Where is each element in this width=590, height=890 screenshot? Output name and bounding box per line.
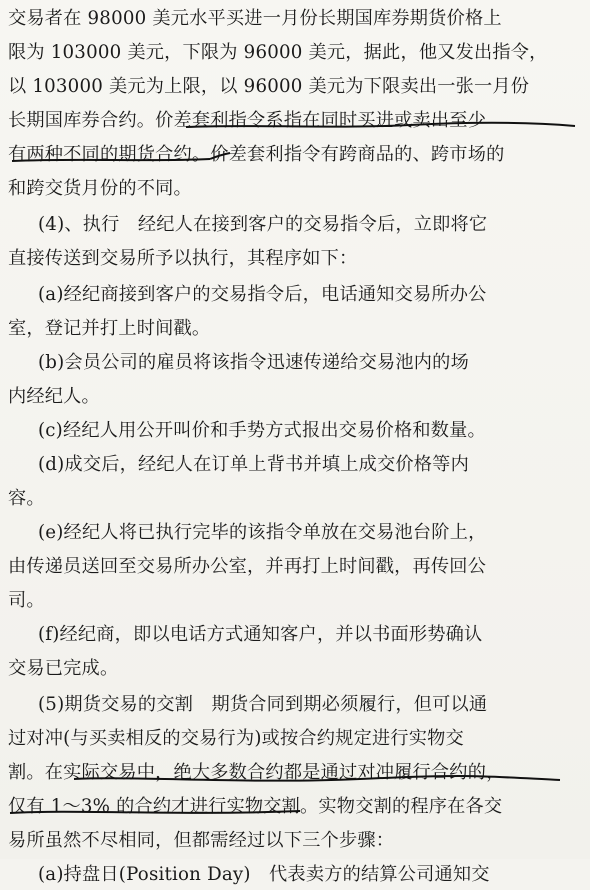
text-line-8: 直接传送到交易所予以执行，其程序如下：	[8, 248, 358, 269]
text-line-7: (4)、执行 经纪人在接到客户的交易指令后，立即将它	[38, 214, 488, 235]
text-line-13: (c)经纪人用公开叫价和手势方式报出交易价格和数量。	[38, 420, 486, 441]
text-line-4: 长期国库券合约。价差套利指令系指在同时买进或卖出至少	[8, 110, 487, 131]
text-line-24: 仅有 1～3% 的合约才进行实物交割。实物交割的程序在各交	[8, 796, 503, 817]
text-line-3: 以 103000 美元为上限，以 96000 美元为下限卖出一张一月份	[8, 76, 530, 97]
text-line-1: 交易者在 98000 美元水平买进一月份长期国库券期货价格上	[8, 8, 502, 29]
text-line-11: (b)会员公司的雇员将该指令迅速传递给交易池内的场	[38, 352, 469, 373]
text-line-10: 室，登记并打上时间戳。	[8, 318, 211, 339]
text-line-22: 过对冲(与买卖相反的交易行为)或按合约规定进行实物交	[8, 728, 464, 749]
text-line-6: 和跨交货月份的不同。	[8, 178, 192, 199]
text-line-5: 有两种不同的期货合约。价差套利指令有跨商品的、跨市场的	[8, 144, 505, 165]
text-line-25: 易所虽然不尽相同，但都需经过以下三个步骤：	[8, 830, 395, 851]
text-line-19: (f)经纪商，即以电话方式通知客户，并以书面形势确认	[38, 624, 483, 645]
text-line-2: 限为 103000 美元，下限为 96000 美元，据此，他又发出指令，	[8, 42, 548, 63]
text-line-15: 容。	[8, 488, 45, 509]
text-line-17: 由传递员送回至交易所办公室，并再打上时间戳，再传回公	[8, 556, 487, 577]
text-line-23: 割。在实际交易中，绝大多数合约都是通过对冲履行合约的，	[8, 762, 505, 783]
text-line-9: (a)经纪商接到客户的交易指令后，电话通知交易所办公	[38, 284, 487, 305]
text-line-12: 内经纪人。	[8, 386, 100, 407]
text-line-26: (a)持盘日(Position Day) 代表卖方的结算公司通知交	[38, 864, 490, 885]
text-line-20: 交易已完成。	[8, 658, 119, 679]
text-line-21: (5)期货交易的交割 期货合同到期必须履行，但可以通	[38, 694, 488, 715]
text-line-14: (d)成交后，经纪人在订单上背书并填上成交价格等内	[38, 454, 469, 475]
text-line-18: 司。	[8, 590, 45, 611]
text-line-16: (e)经纪人将已执行完毕的该指令单放在交易池台阶上，	[38, 522, 487, 543]
